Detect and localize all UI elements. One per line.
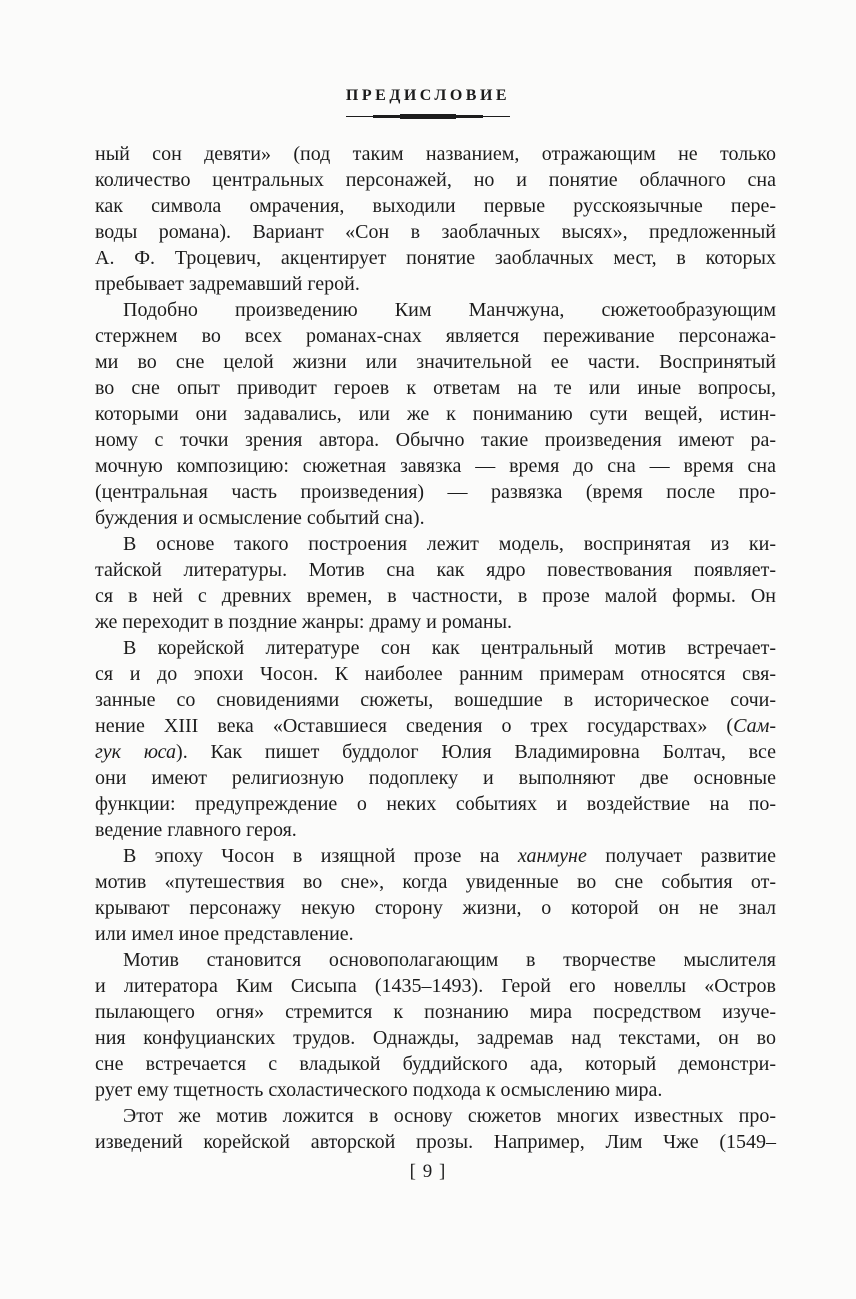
paragraph bbox=[95, 297, 776, 531]
text-line bbox=[95, 167, 776, 193]
text-line bbox=[95, 687, 776, 713]
text-segment: мотив «путешествия во сне», когда увиденные во сне события от- bbox=[95, 871, 776, 893]
text-line bbox=[95, 349, 776, 375]
text-segment: ся в ней с древних времен, в частности, в прозе малой формы. Он bbox=[95, 585, 776, 607]
text-line bbox=[95, 479, 776, 505]
text-segment: как символа омрачения, выходили первые русскоязычные пере- bbox=[95, 195, 776, 217]
paragraph bbox=[95, 141, 776, 297]
text-segment: В эпоху Чосон в изящной прозе на bbox=[123, 845, 518, 867]
text-segment: которыми они задавались, или же к пониманию сути вещей, истин- bbox=[95, 403, 776, 425]
text-line bbox=[95, 1051, 776, 1077]
text-line bbox=[95, 999, 776, 1025]
text-line bbox=[95, 323, 776, 349]
text-segment: тайской литературы. Мотив сна как ядро повествования появляет- bbox=[95, 559, 776, 581]
text-segment: мочную композицию: сюжетная завязка — время до сна — время сна bbox=[95, 455, 776, 477]
text-line bbox=[95, 817, 776, 843]
text-segment: Этот же мотив ложится в основу сюжетов многих известных про- bbox=[123, 1105, 776, 1127]
text-segment: А. Ф. Троцевич, акцентирует понятие заоблачных мест, в которых bbox=[95, 247, 776, 269]
ornament-rule-icon bbox=[346, 114, 510, 119]
text-line bbox=[95, 453, 776, 479]
text-line bbox=[95, 635, 776, 661]
text-line bbox=[95, 193, 776, 219]
text-segment: (центральная часть произведения) — развязка (время после про- bbox=[95, 481, 776, 503]
text-line bbox=[95, 921, 776, 947]
paragraph bbox=[95, 1103, 776, 1155]
page-number: [ 9 ] bbox=[409, 1161, 447, 1182]
text-segment: же переходит в поздние жанры: драму и романы. bbox=[95, 611, 513, 633]
text-line bbox=[95, 843, 776, 869]
rule-center-line bbox=[400, 114, 456, 119]
italic-text: гук юса bbox=[95, 741, 177, 763]
text-segment: ся и до эпохи Чосон. К наиболее ранним примерам относятся свя- bbox=[95, 663, 776, 685]
text-line bbox=[95, 895, 776, 921]
text-line bbox=[95, 1025, 776, 1051]
text-segment: функции: предупреждение о неких событиях и воздействие на по- bbox=[95, 793, 776, 815]
text-line bbox=[95, 401, 776, 427]
paragraph bbox=[95, 843, 776, 947]
text-segment: и литератора Ким Сисыпа (1435–1493). Герой его новеллы «Остров bbox=[95, 975, 776, 997]
text-segment: получает развитие bbox=[586, 845, 777, 867]
preface-title: ПРЕДИСЛОВИЕ bbox=[345, 87, 511, 104]
text-segment: или имел иное представление. bbox=[95, 923, 354, 945]
text-segment: пылающего огня» стремится к познанию мира посредством изуче- bbox=[95, 1001, 776, 1023]
text-line bbox=[95, 141, 776, 167]
text-line bbox=[95, 1103, 776, 1129]
text-segment: В корейской литературе сон как центральный мотив встречает- bbox=[123, 637, 776, 659]
text-segment: рует ему тщетность схоластического подхода к осмыслению мира. bbox=[95, 1079, 663, 1101]
text-line bbox=[95, 375, 776, 401]
text-line bbox=[95, 791, 776, 817]
page-header bbox=[0, 86, 856, 119]
text-line bbox=[95, 661, 776, 687]
text-segment: В основе такого построения лежит модель, воспринятая из ки- bbox=[123, 533, 776, 555]
text-segment: пребывает задремавший герой. bbox=[95, 273, 360, 295]
text-line bbox=[95, 973, 776, 999]
text-line bbox=[95, 531, 776, 557]
text-line bbox=[95, 297, 776, 323]
text-line bbox=[95, 739, 776, 765]
text-segment: ). Как пишет буддолог Юлия Владимировна Болтач, все bbox=[176, 741, 776, 763]
text-segment: стержнем во всех романах-снах является переживание персонажа- bbox=[95, 325, 776, 347]
text-segment: сне встречается с владыкой буддийского ада, который демонстри- bbox=[95, 1053, 776, 1075]
text-line bbox=[95, 713, 776, 739]
text-segment: ведение главного героя. bbox=[95, 819, 297, 841]
italic-text: Сам- bbox=[733, 715, 776, 737]
text-block bbox=[95, 141, 776, 1155]
text-segment: ному с точки зрения автора. Обычно такие произведения имеют ра- bbox=[95, 429, 776, 451]
text-segment: воды романа). Вариант «Сон в заоблачных высях», предложенный bbox=[95, 221, 776, 243]
text-line bbox=[95, 505, 776, 531]
text-line bbox=[95, 271, 776, 297]
text-segment: Подобно произведению Ким Манчжуна, сюжетообразующим bbox=[123, 299, 776, 321]
page-footer bbox=[0, 1161, 856, 1183]
paragraph bbox=[95, 635, 776, 843]
text-line bbox=[95, 1077, 776, 1103]
text-segment: крывают персонажу некую сторону жизни, о которой он не знал bbox=[95, 897, 776, 919]
text-segment: изведений корейской авторской прозы. Например, Лим Чже (1549– bbox=[95, 1131, 776, 1153]
text-segment: они имеют религиозную подоплеку и выполняют две основные bbox=[95, 767, 776, 789]
text-segment: во сне опыт приводит героев к ответам на те или иные вопросы, bbox=[95, 377, 776, 399]
text-segment: ния конфуцианских трудов. Однажды, задремав над текстами, он во bbox=[95, 1027, 776, 1049]
text-line bbox=[95, 609, 776, 635]
text-line bbox=[95, 219, 776, 245]
italic-text: ханмуне bbox=[517, 845, 587, 867]
text-line bbox=[95, 427, 776, 453]
text-line bbox=[95, 583, 776, 609]
text-line bbox=[95, 947, 776, 973]
text-segment: буждения и осмысление событий сна). bbox=[95, 507, 425, 529]
text-segment: Мотив становится основополагающим в творчестве мыслителя bbox=[123, 949, 776, 971]
text-line bbox=[95, 1129, 776, 1155]
text-line bbox=[95, 869, 776, 895]
text-segment: ный сон девяти» (под таким названием, отражающим не только bbox=[95, 143, 776, 165]
text-segment: количество центральных персонажей, но и понятие облачного сна bbox=[95, 169, 776, 191]
text-segment: занные со сновидениями сюжеты, вошедшие в историческое сочи- bbox=[95, 689, 776, 711]
text-segment: нение XIII века «Оставшиеся сведения о трех государствах» ( bbox=[95, 715, 734, 737]
text-line bbox=[95, 765, 776, 791]
paragraph bbox=[95, 531, 776, 635]
text-segment: ми во сне целой жизни или значительной ее части. Воспринятый bbox=[95, 351, 776, 373]
text-line bbox=[95, 557, 776, 583]
text-line bbox=[95, 245, 776, 271]
paragraph bbox=[95, 947, 776, 1103]
